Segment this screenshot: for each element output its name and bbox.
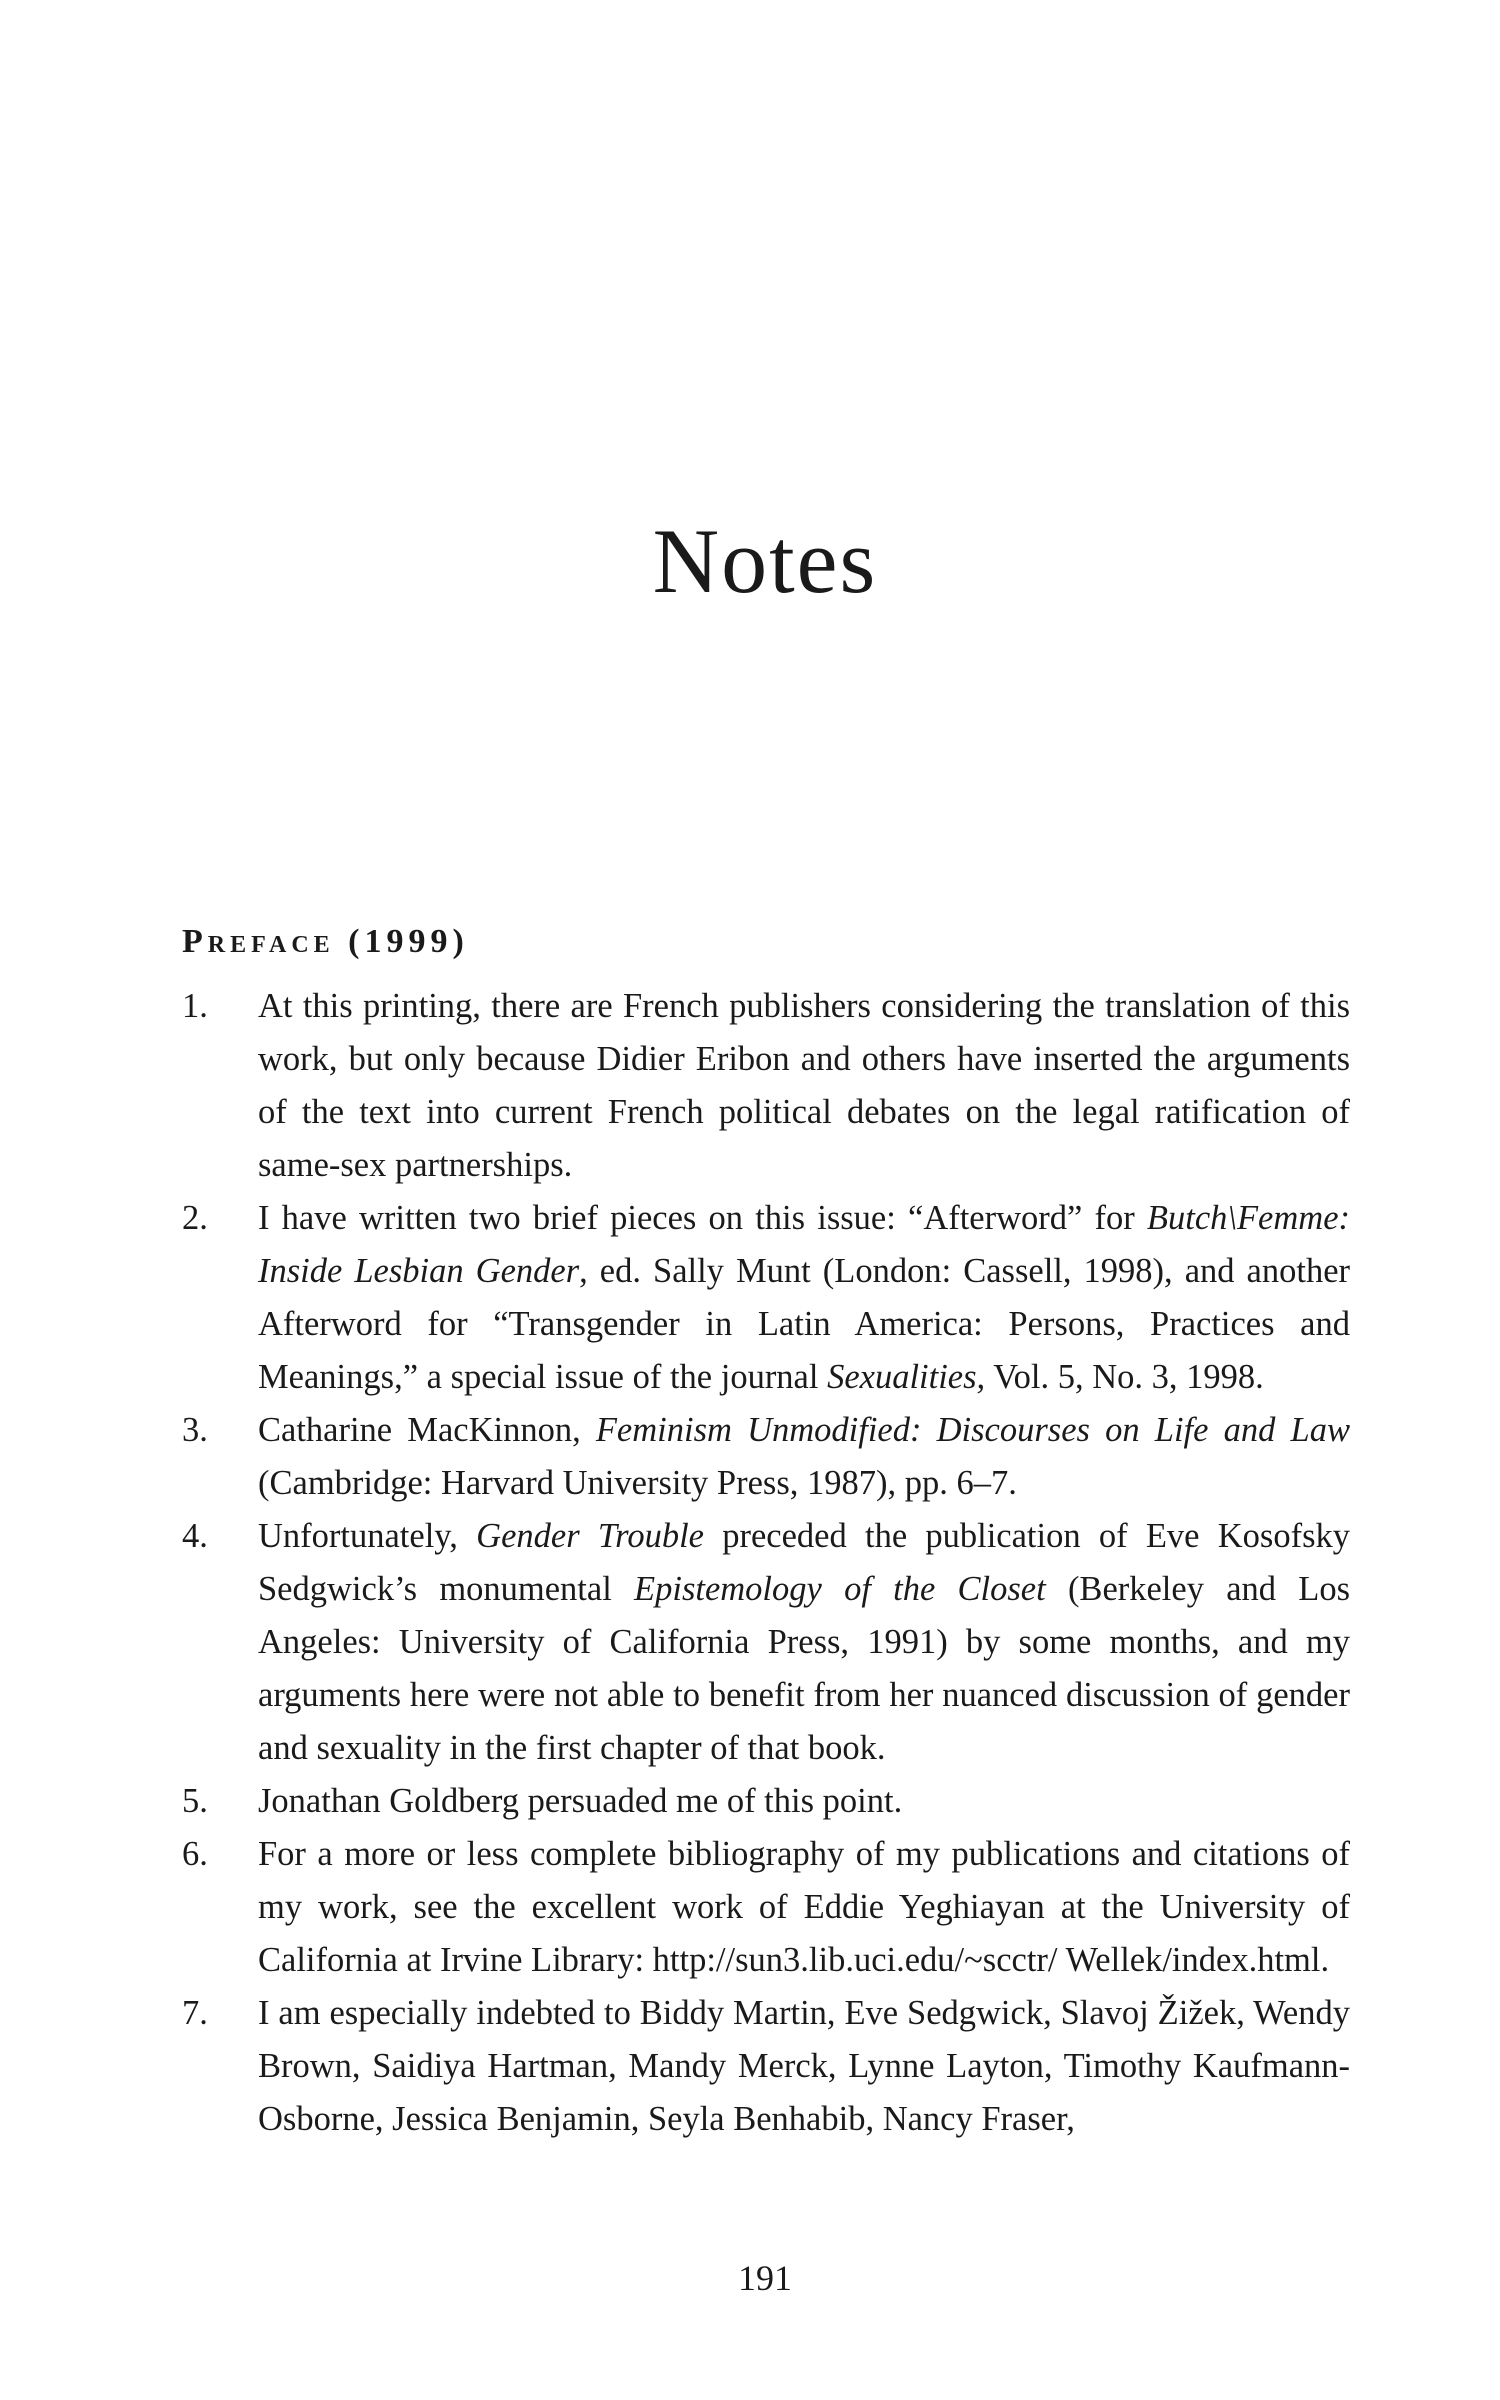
note-text: Jonathan Goldberg persuaded me of this point.	[258, 1782, 903, 1820]
note-text	[258, 1517, 1350, 1767]
note-text-segment: I have written two brief pieces on this issue: “Afterword” for	[258, 1199, 1147, 1237]
book-title: Butch\Femme: Inside Lesbian Gender	[258, 1199, 1350, 1290]
section-heading: Preface (1999)	[182, 923, 469, 960]
note-text-segment: preceded the publication of Eve Kosofsky Sedgwick’s monumental	[258, 1517, 1350, 1608]
notes-list	[182, 980, 1350, 2146]
book-title: Epistemology of the Closet	[634, 1570, 1046, 1608]
note-number: 4.	[182, 1517, 208, 1555]
note-text	[258, 1199, 1350, 1396]
note-text: At this printing, there are French publishers considering the translation of this work, but only because Didier Eribon and others have inserted the arguments of the text into current French political debates on the legal ratification of same-sex partnerships.	[258, 987, 1350, 1184]
note-text	[258, 1411, 1350, 1502]
note-number: 6.	[182, 1835, 208, 1873]
note-number: 2.	[182, 1199, 208, 1237]
journal-title: Sexualities,	[827, 1358, 986, 1396]
note-item	[182, 1510, 1350, 1775]
note-number: 1.	[182, 987, 208, 1025]
note-item	[182, 1192, 1350, 1404]
page-number: 191	[738, 2258, 792, 2298]
note-text-segment: , ed. Sally Munt (London: Cassell, 1998), and another Afterword for “Transgender in Latin America: Persons, Practices and Meanings,” a special issue of the journal	[258, 1252, 1350, 1396]
note-text-segment: Vol. 5, No. 3, 1998.	[985, 1358, 1264, 1396]
book-title: Gender Trouble	[476, 1517, 704, 1555]
chapter-title: Notes	[652, 510, 878, 612]
note-number: 3.	[182, 1411, 208, 1449]
note-text: For a more or less complete bibliography of my publications and citations of my work, see the excellent work of Eddie Yeghiayan at the University of California at Irvine Library: http://sun3.lib.uci.edu/~scctr/ Wellek/index.html.	[258, 1835, 1350, 1979]
note-item	[182, 1828, 1350, 1987]
note-number: 7.	[182, 1994, 208, 2032]
note-item	[182, 1404, 1350, 1510]
note-item	[182, 980, 1350, 1192]
note-item	[182, 1987, 1350, 2146]
note-text-segment: Catharine MacKinnon,	[258, 1411, 596, 1449]
note-text-segment: (Berkeley and Los Angeles: University of California Press, 1991) by some months, and my arguments here were not able to benefit from her nuanced discussion of gender and sexuality in the first chapter of that book.	[258, 1570, 1350, 1767]
note-text: I am especially indebted to Biddy Martin, Eve Sedgwick, Slavoj Žižek, Wendy Brown, Saidiya Hartman, Mandy Merck, Lynne Layton, Timothy Kaufmann-Osborne, Jessica Benjamin, Seyla Benhabib, Nancy Fraser,	[258, 1994, 1350, 2138]
book-title: Feminism Unmodified: Discourses on Life and Law	[595, 1411, 1350, 1449]
note-item	[182, 1775, 1350, 1828]
note-text-segment: Unfortunately,	[258, 1517, 477, 1555]
note-text-segment: (Cambridge: Harvard University Press, 1987), pp. 6–7.	[258, 1464, 1017, 1502]
note-number: 5.	[182, 1782, 208, 1820]
